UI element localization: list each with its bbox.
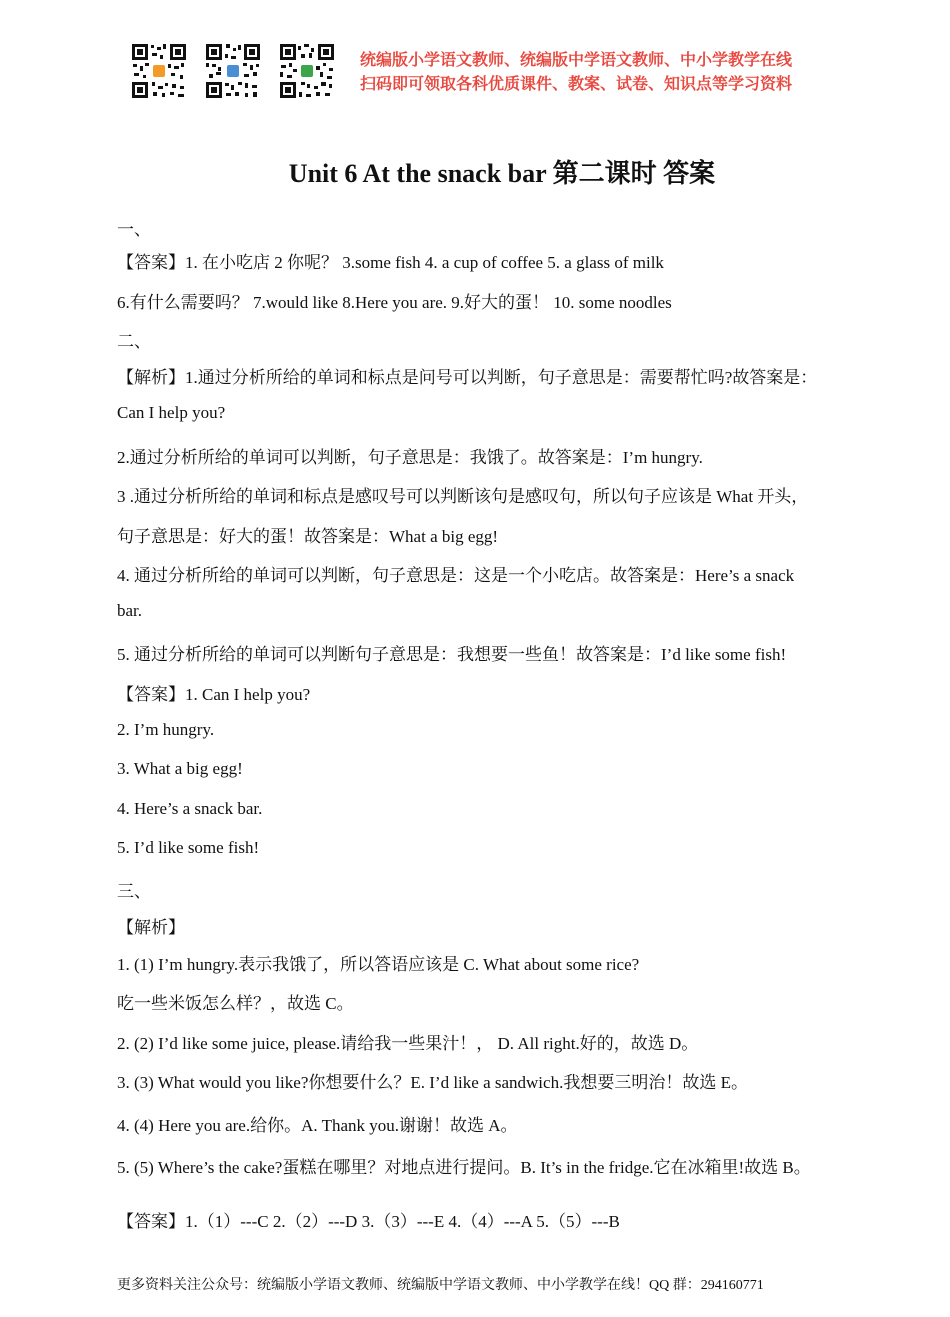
text-line: 6.有什么需要吗？ 7.would like 8.Here you are. 9.好大的蛋！ 10. some noodles — [117, 293, 672, 312]
text-line: 句子意思是：好大的蛋！故答案是：What a big egg! — [117, 527, 499, 546]
page-title: Unit 6 At the snack bar 第二课时 答案 — [288, 159, 716, 188]
text-line: 3. What a big egg! — [117, 759, 243, 778]
text-line: 【答案】1. Can I help you? — [117, 685, 311, 704]
text-line: 吃一些米饭怎么样？，故选 C。 — [117, 994, 354, 1013]
text-line: 【答案】1. 在小吃店 2 你呢？ 3.some fish 4. a cup of coffee 5. a glass of milk — [117, 253, 664, 272]
header — [130, 42, 830, 102]
text-line: 【解析】1.通过分析所给的单词和标点是问号可以判断，句子意思是：需要帮忙吗?故答案是： — [117, 368, 818, 387]
text-line: 5. I’d like some fish! — [117, 838, 260, 857]
qr-code-2[interactable] — [204, 42, 262, 100]
text-line: 4. (4) Here you are.给你。A. Thank you.谢谢！故选 A。 — [117, 1116, 518, 1135]
text-line: 4. Here’s a snack bar. — [117, 799, 263, 818]
text-line: 3. (3) What would you like?你想要什么？E. I’d like a sandwich.我想要三明治！故选 E。 — [117, 1073, 748, 1092]
qr-code-3[interactable] — [278, 42, 336, 100]
text-line: Can I help you? — [117, 403, 226, 422]
text-line: 2.通过分析所给的单词可以判断，句子意思是：我饿了。故答案是：I’m hungry. — [117, 448, 703, 467]
promo-line-1: 统编版小学语文教师、统编版中学语文教师、中小学教学在线 — [360, 50, 793, 69]
promo-text — [360, 48, 792, 96]
section-heading-3: 三、 — [117, 882, 151, 901]
text-line: 3 .通过分析所给的单词和标点是感叹号可以判断该句是感叹句，所以句子应该是 What 开头， — [117, 487, 809, 506]
text-line: 2. (2) I’d like some juice, please.请给我一些果汁！， D. All right.好的，故选 D。 — [117, 1034, 699, 1053]
footer-text: 更多资料关注公众号：统编版小学语文教师、统编版中学语文教师、中小学教学在线！QQ 群：294160771 — [117, 1278, 764, 1293]
section-heading-1: 一、 — [117, 220, 151, 239]
promo-line-2: 扫码即可领取各科优质课件、教案、试卷、知识点等学习资料 — [360, 74, 793, 93]
text-line: 【解析】 — [117, 918, 185, 937]
text-line: bar. — [117, 601, 143, 620]
qr-code-1[interactable] — [130, 42, 188, 100]
text-line: 5. 通过分析所给的单词可以判断句子意思是：我想要一些鱼！故答案是：I’d like some fish! — [117, 645, 787, 664]
text-line: 4. 通过分析所给的单词可以判断，句子意思是：这是一个小吃店。故答案是：Here’s a snack — [117, 566, 795, 585]
section-heading-2: 二、 — [117, 332, 151, 351]
text-line: 1. (1) I’m hungry.表示我饿了，所以答语应该是 C. What about some rice? — [117, 955, 640, 974]
text-line: 2. I’m hungry. — [117, 720, 215, 739]
text-line: 5. (5) Where’s the cake?蛋糕在哪里？对地点进行提问。B. It’s in the fridge.它在冰箱里!故选 B。 — [117, 1158, 811, 1177]
answer-line: 【答案】1.（1）---C 2.（2）---D 3.（3）---E 4.（4）---A 5.（5）---B — [117, 1212, 620, 1231]
